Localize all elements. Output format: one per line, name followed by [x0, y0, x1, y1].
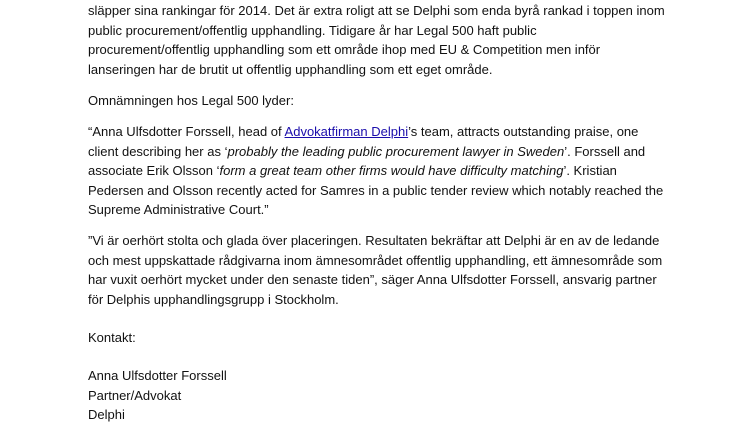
quote-text: client describing her as ‘ [88, 143, 228, 159]
statement-line: för Delphis upphandlingsgrupp i Stockholm. [88, 291, 339, 307]
legal500-quote [88, 122, 668, 220]
quote-text: ’. Kristian [563, 163, 617, 179]
statement-paragraph [88, 231, 668, 309]
statement-line: och mest uppskattade rådgivarna inom ämnesområdet offentlig upphandling, ett ämnesområde som [88, 252, 663, 268]
quote-text: associate Erik Olsson ‘ [88, 163, 220, 179]
mention-heading: Omnämningen hos Legal 500 lyder: [88, 93, 294, 108]
intro-paragraph [88, 1, 668, 79]
quote-emphasis: probably the leading public procurement lawyer in Sweden [227, 143, 565, 159]
quote-line-1 [88, 122, 668, 142]
contact-firm: Delphi [88, 407, 125, 423]
advokatfirman-delphi-link[interactable]: Advokatfirman Delphi [284, 124, 409, 139]
contact-label: Kontakt: [88, 330, 136, 345]
contact-title: Partner/Advokat [88, 387, 182, 403]
quote-emphasis: form a great team other firms would have difficulty matching [219, 163, 564, 179]
contact-name: Anna Ulfsdotter Forssell [88, 368, 227, 383]
quote-line-5: Supreme Administrative Court.” [88, 202, 269, 218]
quote-text: ’. Forssell and [564, 143, 646, 159]
statement-line: ”Vi är oerhört stolta och glada över placeringen. Resultaten bekräftar att Delphi är en av de ledande [88, 233, 660, 248]
contact-block [88, 366, 668, 425]
quote-text: ’s team, attracts outstanding praise, one [408, 124, 639, 139]
quote-line-4: Pedersen and Olsson recently acted for Samres in a public tender review which notably reached the [88, 182, 664, 198]
statement-line: har vuxit oerhört mycket under den senaste tiden”, säger Anna Ulfsdotter Forssell, ansvarig partner [88, 272, 657, 288]
quote-line-3 [88, 161, 668, 181]
intro-line: lanseringen har de brutit ut offentlig upphandling som ett eget område. [88, 61, 493, 77]
intro-line: public procurement/offentlig upphandling. Tidigare år har Legal 500 haft public [88, 22, 537, 38]
quote-line-2 [88, 142, 668, 162]
intro-line: procurement/offentlig upphandling som ett område ihop med EU & Competition men inför [88, 42, 601, 58]
intro-line: släpper sina rankingar för 2014. Det är extra roligt att se Delphi som enda byrå rankad i toppen inom [88, 3, 665, 18]
quote-text: “Anna Ulfsdotter Forssell, head of [88, 124, 285, 139]
